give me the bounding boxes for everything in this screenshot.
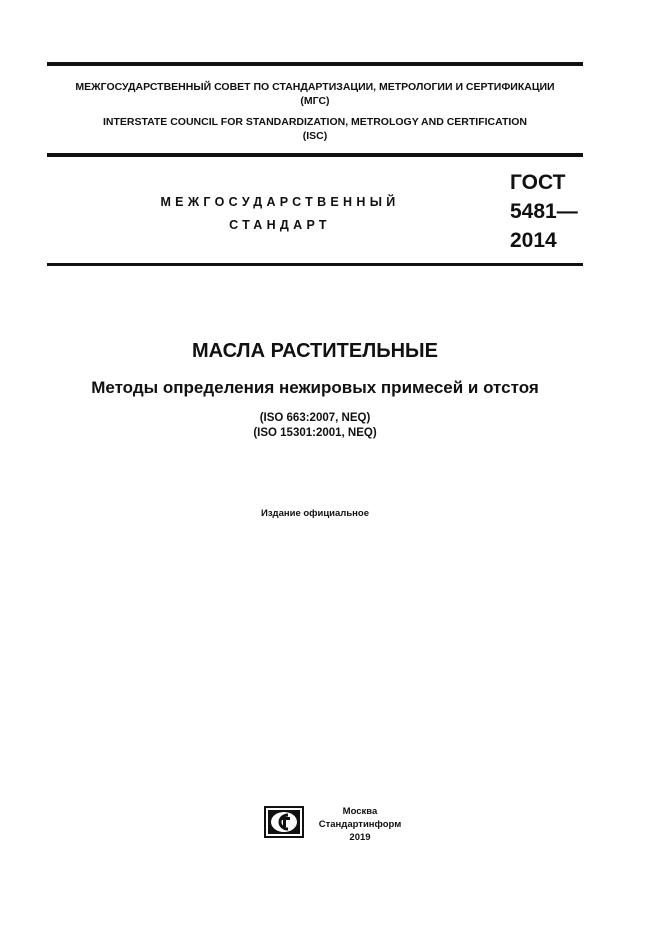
imprint-block [310,805,410,844]
iso-reference-1: (ISO 663:2007, NEQ) [259,412,371,424]
standartinform-logo-icon [264,806,304,838]
middle-rule [47,153,583,157]
imprint-city: Москва [342,806,378,817]
document-title: МАСЛА РАСТИТЕЛЬНЫЕ [192,340,438,362]
interstate-line1: МЕЖГОСУДАРСТВЕННЫЙ [160,195,400,209]
top-rule [47,62,583,66]
council-en-name: INTERSTATE COUNCIL FOR STANDARDIZATION, METROLOGY AND CERTIFICATION [102,116,528,128]
gost-year: 2014 [510,229,557,252]
council-ru-block [47,80,583,108]
gost-designation [510,168,578,255]
council-en-abbr: (ISC) [302,130,328,142]
interstate-line2: СТАНДАРТ [229,218,331,232]
interstate-standard-label [130,191,430,237]
document-subtitle: Методы определения нежировых примесей и отстоя [91,378,539,397]
imprint-year: 2019 [349,832,371,843]
gost-prefix: ГОСТ [510,171,566,194]
gost-number: 5481— [510,200,578,223]
edition-label: Издание официальное [261,508,369,519]
council-ru-abbr: (МГС) [300,95,330,107]
bottom-rule [47,263,583,266]
imprint-publisher: Стандартинформ [318,819,402,830]
council-en-block [47,115,583,143]
iso-references [0,411,630,441]
iso-reference-2: (ISO 15301:2001, NEQ) [253,427,377,439]
council-ru-name: МЕЖГОСУДАРСТВЕННЫЙ СОВЕТ ПО СТАНДАРТИЗАЦИИ, МЕТРОЛОГИИ И СЕРТИФИКАЦИИ [75,81,555,93]
